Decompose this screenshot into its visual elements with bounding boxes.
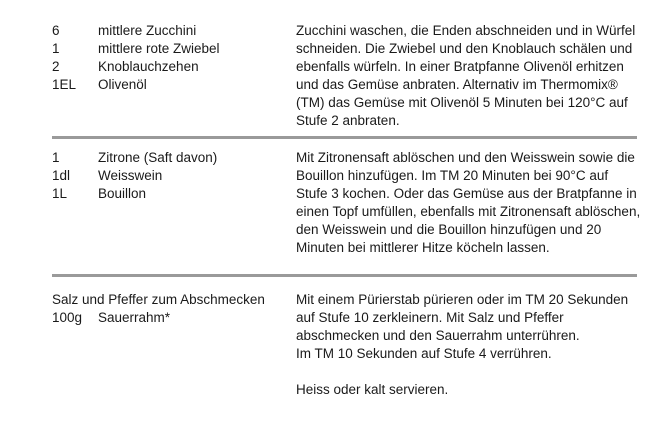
instruction-paragraph: Zucchini waschen, die Enden abschneiden und in Würfel schneiden. Die Zwiebel und den Knoblauch schälen und ebenfalls würfeln. In einer Bratpfanne Olivenöl erhitzen und das Gemüse anbraten. Alternativ im Thermomix® (TM) das Gemüse mit Olivenöl 5 Minuten bei 120°C auf Stufe 2 anbraten.: [296, 23, 636, 128]
ingredient-row: [52, 185, 287, 203]
ingredient-row: [52, 22, 287, 40]
ingredient-list: [52, 149, 287, 203]
ingredient-list: [52, 291, 287, 327]
ingredient-name: Olivenöl: [98, 77, 147, 92]
instruction-text: [296, 149, 641, 257]
ingredient-quantity: 6: [52, 23, 60, 38]
ingredient-list: [52, 22, 287, 94]
ingredient-row: [52, 40, 287, 58]
ingredient-name: Zitrone (Saft davon): [98, 150, 218, 165]
instruction-text: [296, 291, 641, 399]
ingredient-quantity: 1L: [52, 186, 68, 201]
ingredient-name: Sauerrahm*: [98, 310, 171, 325]
instruction-text: [296, 22, 641, 130]
ingredient-row: [52, 309, 287, 327]
ingredient-quantity: 1dl: [52, 168, 71, 183]
instruction-paragraph: Mit einem Pürierstab pürieren oder im TM 20 Sekunden auf Stufe 10 zerkleinern. Mit Salz und Pfeffer abschmecken und den Sauerrahm unterrühren. Im TM 10 Sekunden auf Stufe 4 verrühren.: [296, 292, 629, 361]
ingredient-name: mittlere Zucchini: [98, 23, 197, 38]
ingredient-row: [52, 149, 287, 167]
ingredient-quantity: 2: [52, 59, 60, 74]
ingredient-quantity: 1: [52, 41, 60, 56]
ingredient-row: [52, 58, 287, 76]
instruction-paragraph: Mit Zitronensaft ablöschen und den Weisswein sowie die Bouillon hinzufügen. Im TM 20 Minuten bei 90°C auf Stufe 3 kochen. Oder das Gemüse aus der Bratpfanne in einen Topf umfüllen, ebenfalls mit Zitronensaft ablöschen, den Weisswein und die Bouillon hinzufügen und 20 Minuten bei mittlerer Hitze köcheln lassen.: [296, 150, 641, 255]
ingredient-row: [52, 167, 287, 185]
serving-note: Heiss oder kalt servieren.: [296, 382, 449, 397]
ingredient-quantity: 1: [52, 150, 60, 165]
ingredient-quantity: 100g: [52, 310, 83, 325]
ingredient-name: Bouillon: [98, 186, 147, 201]
ingredient-quantity: 1EL: [52, 77, 77, 92]
seasoning-note: Salz und Pfeffer zum Abschmecken: [52, 292, 265, 307]
ingredient-name: Knoblauchzehen: [98, 59, 199, 74]
ingredient-name: Weisswein: [98, 168, 163, 183]
section-divider: [52, 136, 637, 139]
ingredient-row: [52, 76, 287, 94]
ingredient-name: mittlere rote Zwiebel: [98, 41, 220, 56]
section-divider: [52, 274, 637, 277]
